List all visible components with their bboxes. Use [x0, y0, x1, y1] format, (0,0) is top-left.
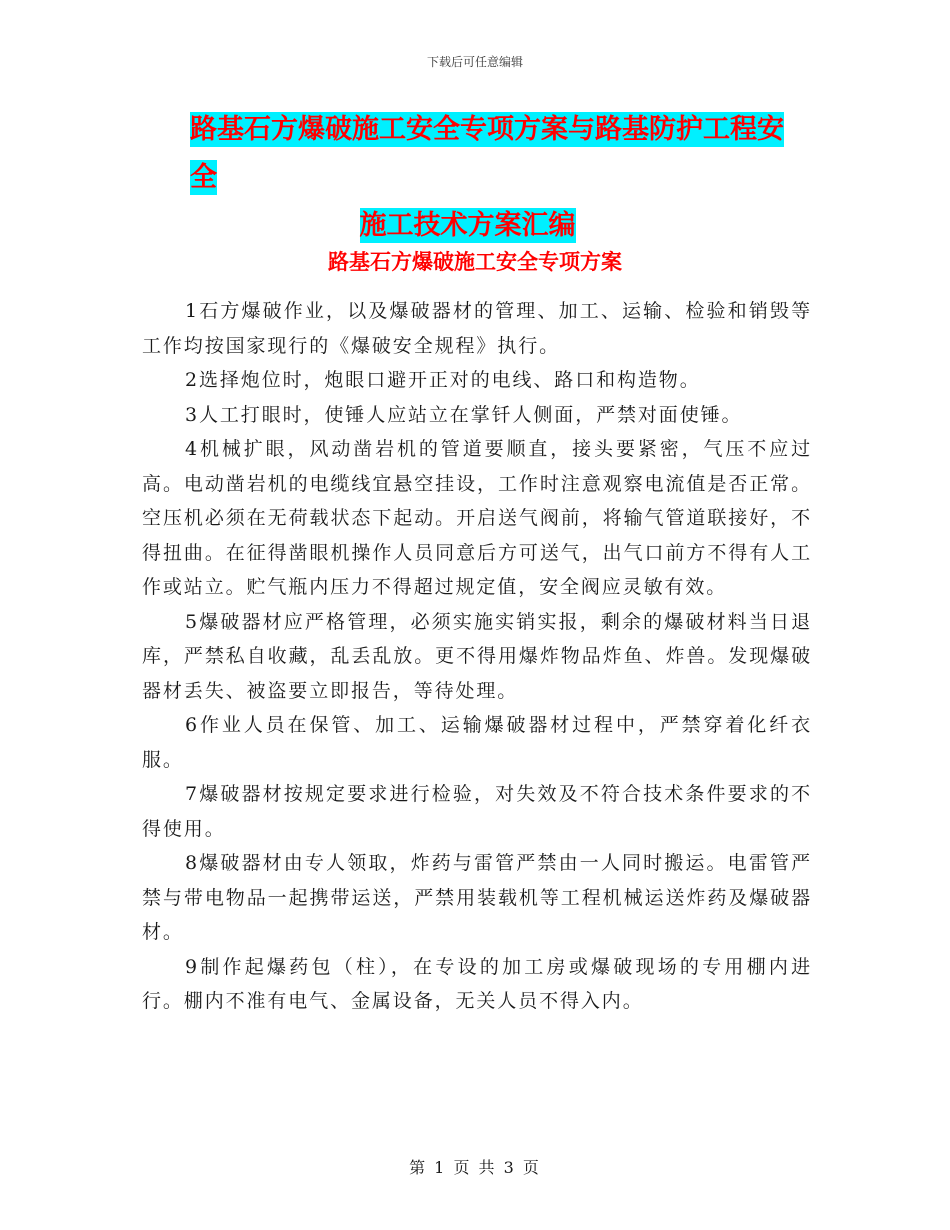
paragraph-3: 3人工打眼时，使锤人应站立在掌钎人侧面，严禁对面使锤。	[185, 403, 743, 426]
paragraph-4: 4机械扩眼，风动凿岩机的管道要顺直，接头要紧密，气压不应过高。电动凿岩机的电缆线宜悬空挂设，工作时注意观察电流值是否正常。空压机必须在无荷载状态下起动。开启送气阀前，将输气管道联接好，不得扭曲。在征得凿眼机操作人员同意后方可送气，出气口前方不得有人工作或站立。贮气瓶内压力不得超过规定值，安全阀应灵敏有效。	[142, 438, 812, 598]
document-title	[140, 106, 810, 250]
paragraph-2: 2选择炮位时，炮眼口避开正对的电线、路口和构造物。	[185, 369, 701, 391]
document-title-line-2	[140, 202, 810, 250]
paragraph-8: 8爆破器材由专人领取，炸药与雷管严禁由一人同时搬运。电雷管严禁与带电物品一起携带运送，严禁用装载机等工程机械运送炸药及爆破器材。	[142, 852, 812, 943]
paragraph-7: 7爆破器材按规定要求进行检验，对失效及不符合技术条件要求的不得使用。	[142, 783, 812, 840]
title-line-1-text: 路基石方爆破施工安全专项方案与路基防护工程安全	[190, 114, 784, 193]
document-body	[142, 294, 812, 1019]
paragraph-1: 1石方爆破作业，以及爆破器材的管理、加工、运输、检验和销毁等工作均按国家现行的《爆破安全规程》执行。	[142, 300, 812, 357]
paragraph-9: 9制作起爆药包（柱），在专设的加工房或爆破现场的专用棚内进行。棚内不准有电气、金属设备，无关人员不得入内。	[142, 955, 812, 1012]
title-line-2-text: 施工技术方案汇编	[359, 210, 576, 241]
header-note: 下载后可任意编辑	[426, 55, 523, 69]
paragraph-6: 6作业人员在保管、加工、运输爆破器材过程中，严禁穿着化纤衣服。	[142, 714, 812, 771]
page-footer: 第 1 页 共 3 页	[409, 1158, 541, 1177]
paragraph-5: 5爆破器材应严格管理，必须实施实销实报，剩余的爆破材料当日退库，严禁私自收藏，乱丢乱放。更不得用爆炸物品炸鱼、炸兽。发现爆破器材丢失、被盗要立即报告，等待处理。	[142, 610, 812, 702]
section-title: 路基石方爆破施工安全专项方案	[328, 250, 622, 274]
document-title-line-1	[140, 106, 810, 202]
